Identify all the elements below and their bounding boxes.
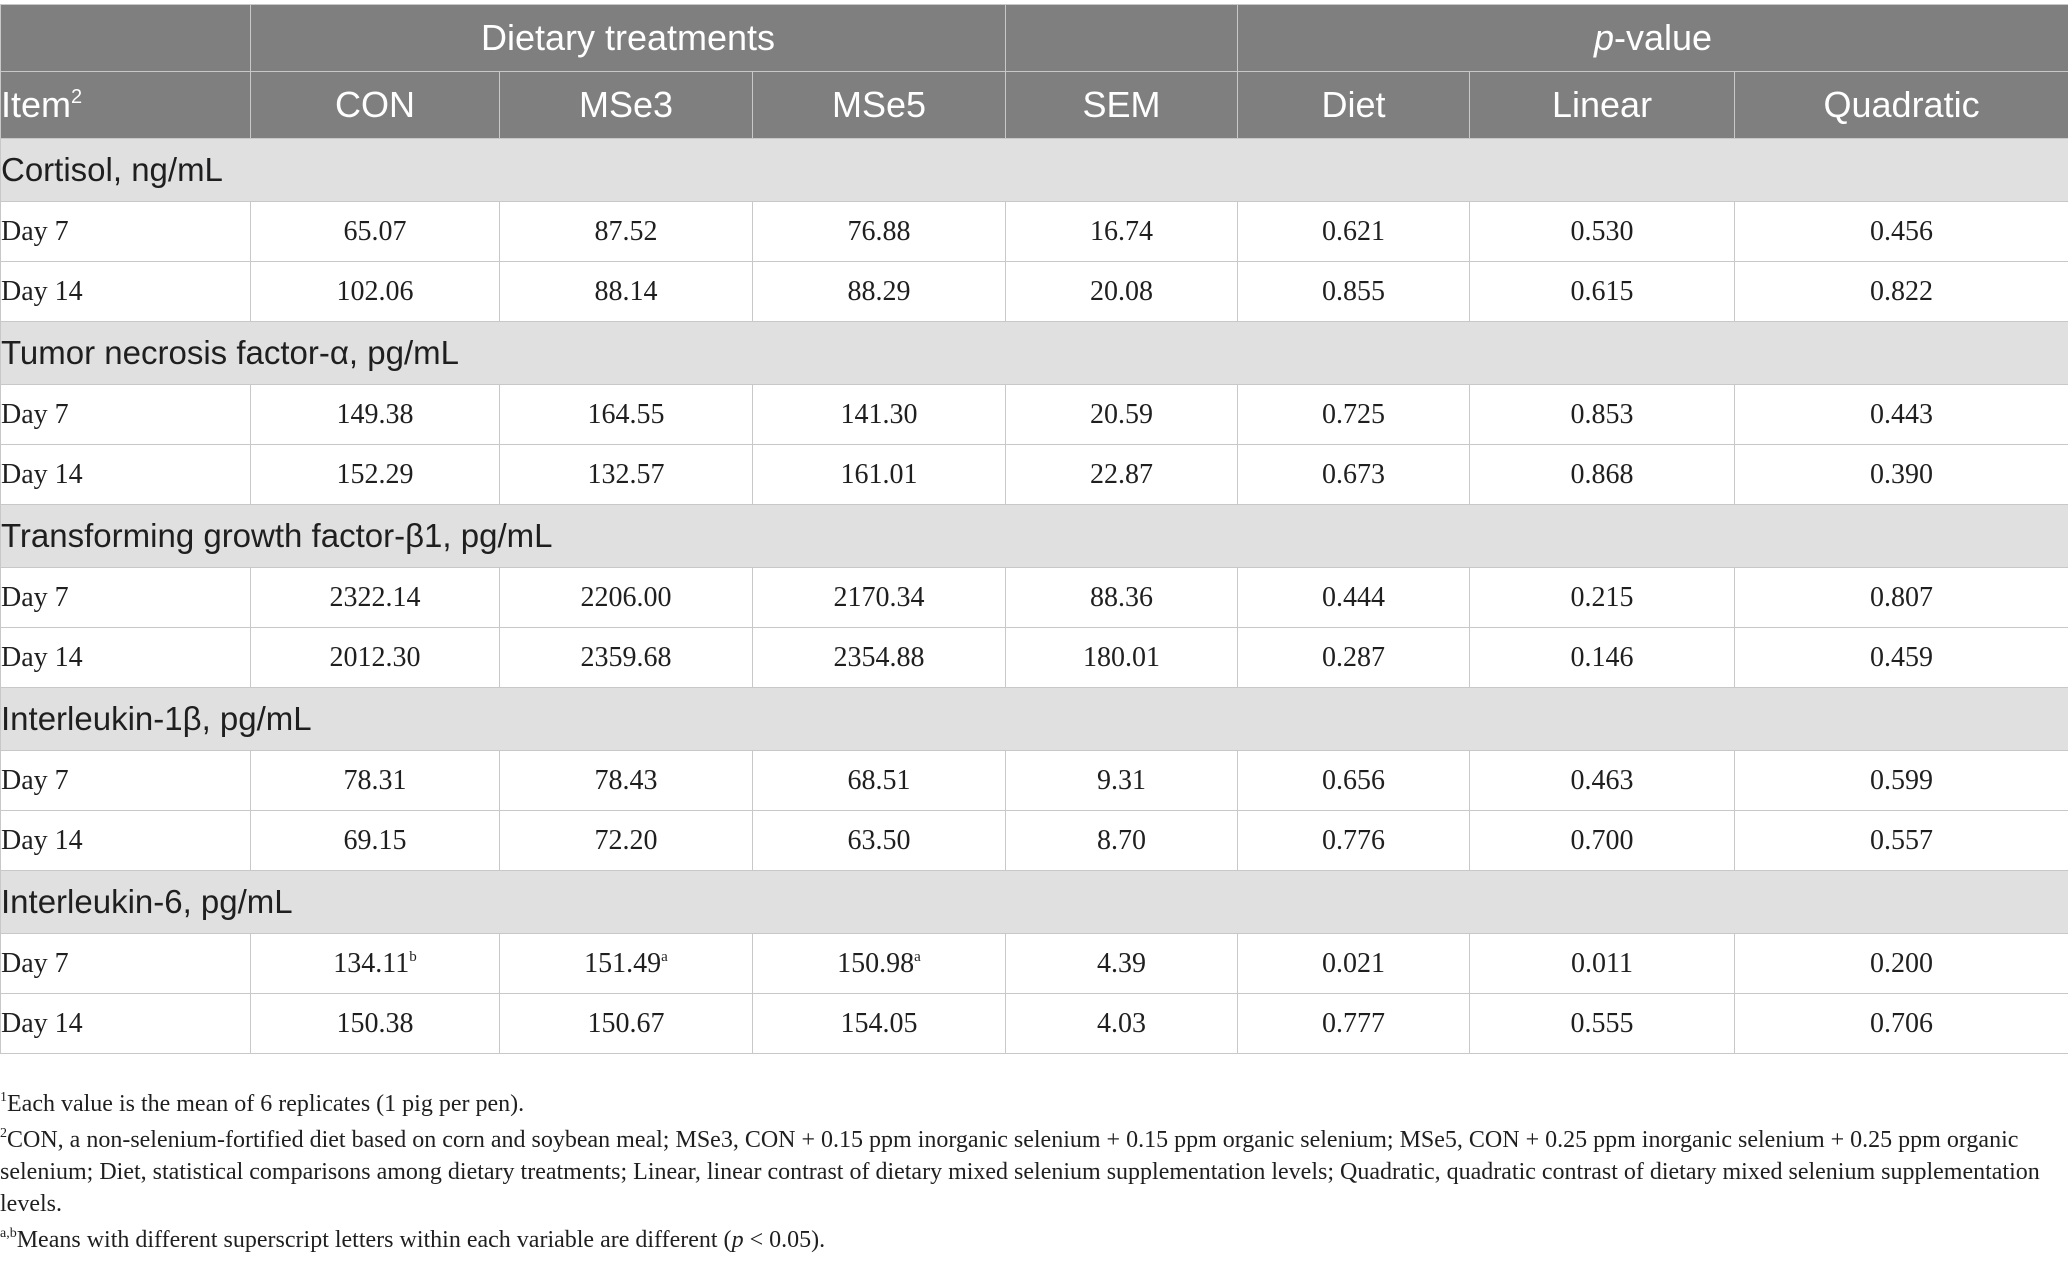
table-row — [1, 751, 2068, 811]
cell-linear: 0.146 — [1470, 628, 1735, 688]
section-title: Tumor necrosis factor-α, pg/mL — [1, 322, 2068, 385]
cell-diet: 0.444 — [1238, 568, 1470, 628]
cell-mse5-value: 150.98 — [837, 947, 915, 979]
cell-con — [251, 568, 500, 628]
cell-mse5 — [753, 445, 1006, 505]
cell-con — [251, 751, 500, 811]
section-row — [1, 139, 2068, 202]
header-con: CON — [251, 72, 500, 139]
cell-con — [251, 994, 500, 1054]
cell-linear: 0.011 — [1470, 934, 1735, 994]
cell-mse3 — [500, 934, 753, 994]
section-title: Interleukin-6, pg/mL — [1, 871, 2068, 934]
cell-con — [251, 385, 500, 445]
cell-sem: 4.03 — [1006, 994, 1238, 1054]
cell-mse5 — [753, 568, 1006, 628]
cell-sem: 20.59 — [1006, 385, 1238, 445]
footnote-2-sup: 2 — [0, 1126, 7, 1141]
cell-diet: 0.725 — [1238, 385, 1470, 445]
cell-diet: 0.776 — [1238, 811, 1470, 871]
cell-linear: 0.555 — [1470, 994, 1735, 1054]
cell-diet: 0.855 — [1238, 262, 1470, 322]
cell-con — [251, 628, 500, 688]
cell-linear: 0.615 — [1470, 262, 1735, 322]
cell-mse3 — [500, 262, 753, 322]
table-row — [1, 628, 2068, 688]
cell-diet: 0.673 — [1238, 445, 1470, 505]
header-linear: Linear — [1470, 72, 1735, 139]
cell-quadratic: 0.557 — [1735, 811, 2068, 871]
footnote-3-sup: a,b — [0, 1226, 17, 1241]
cell-mse5 — [753, 628, 1006, 688]
results-table — [0, 4, 2068, 1054]
row-label: Day 7 — [1, 202, 251, 262]
cell-diet: 0.621 — [1238, 202, 1470, 262]
row-label: Day 14 — [1, 628, 251, 688]
section-row — [1, 688, 2068, 751]
header-mse3: MSe3 — [500, 72, 753, 139]
header-quadratic: Quadratic — [1735, 72, 2068, 139]
footnote-3-text-italic: p — [731, 1227, 744, 1253]
cell-mse3 — [500, 445, 753, 505]
cell-mse3 — [500, 994, 753, 1054]
cell-sem: 8.70 — [1006, 811, 1238, 871]
cell-con — [251, 445, 500, 505]
cell-mse5-value: 76.88 — [847, 215, 911, 247]
footnote-3 — [0, 1224, 2060, 1256]
cell-mse5 — [753, 811, 1006, 871]
table-row — [1, 568, 2068, 628]
cell-diet: 0.021 — [1238, 934, 1470, 994]
cell-linear: 0.868 — [1470, 445, 1735, 505]
header-mse5: MSe5 — [753, 72, 1006, 139]
header-blank-cell — [1006, 5, 1238, 72]
cell-con-value: 152.29 — [336, 458, 414, 490]
cell-mse3 — [500, 751, 753, 811]
cell-con — [251, 202, 500, 262]
table-row — [1, 811, 2068, 871]
cell-mse5 — [753, 202, 1006, 262]
header-p-italic: p — [1594, 17, 1615, 58]
footnote-1 — [0, 1088, 2060, 1120]
cell-con — [251, 934, 500, 994]
cell-sem: 9.31 — [1006, 751, 1238, 811]
cell-mse5-value: 161.01 — [840, 458, 918, 490]
cell-mse3-superscript: a — [661, 948, 668, 965]
cell-con — [251, 811, 500, 871]
cell-mse5-superscript: a — [914, 948, 921, 965]
cell-linear: 0.700 — [1470, 811, 1735, 871]
cell-mse5-value: 68.51 — [847, 764, 911, 796]
cell-sem: 88.36 — [1006, 568, 1238, 628]
cell-linear: 0.215 — [1470, 568, 1735, 628]
footnote-2 — [0, 1124, 2060, 1220]
row-label: Day 14 — [1, 262, 251, 322]
table-row — [1, 934, 2068, 994]
cell-mse3-value: 2206.00 — [580, 581, 672, 613]
section-row — [1, 871, 2068, 934]
section-title: Cortisol, ng/mL — [1, 139, 2068, 202]
footnote-1-sup: 1 — [0, 1090, 7, 1105]
cell-diet: 0.777 — [1238, 994, 1470, 1054]
footnote-2-text: CON, a non-selenium-fortified diet based on corn and soybean meal; MSe3, CON + 0.15 ppm inorganic selenium + 0.15 ppm organic selenium; MSe5, CON + 0.25 ppm inorganic selenium + 0.25 ppm organic selenium; Diet, statistical comparisons among dietary treatments; Linear, linear contrast of dietary mixed selenium supplementation levels; Quadratic, quadratic contrast of dietary mixed selenium supplementation levels. — [0, 1127, 2040, 1217]
footnote-3-text-before: Means with different superscript letters within each variable are different ( — [16, 1227, 732, 1253]
row-label: Day 7 — [1, 934, 251, 994]
cell-diet: 0.287 — [1238, 628, 1470, 688]
cell-con-value: 149.38 — [336, 398, 414, 430]
row-label: Day 14 — [1, 445, 251, 505]
row-label: Day 7 — [1, 385, 251, 445]
header-group-row — [1, 5, 2068, 72]
cell-mse5 — [753, 934, 1006, 994]
cell-con-value: 134.11 — [333, 947, 410, 979]
cell-mse5 — [753, 385, 1006, 445]
footnote-1-text: Each value is the mean of 6 replicates (1 pig per pen). — [7, 1091, 525, 1117]
cell-quadratic: 0.390 — [1735, 445, 2068, 505]
cell-sem: 22.87 — [1006, 445, 1238, 505]
footnotes — [0, 1088, 2060, 1260]
table-row — [1, 202, 2068, 262]
cell-mse5-value: 2354.88 — [833, 641, 925, 673]
cell-sem: 20.08 — [1006, 262, 1238, 322]
cell-con-value: 65.07 — [343, 215, 407, 247]
cell-con-value: 2012.30 — [329, 641, 421, 673]
header-item-sup: 2 — [71, 86, 83, 108]
cell-quadratic: 0.822 — [1735, 262, 2068, 322]
cell-quadratic: 0.459 — [1735, 628, 2068, 688]
header-sem: SEM — [1006, 72, 1238, 139]
cell-sem: 16.74 — [1006, 202, 1238, 262]
row-label: Day 14 — [1, 811, 251, 871]
header-p-rest: -value — [1614, 17, 1713, 58]
row-label: Day 7 — [1, 751, 251, 811]
cell-mse3-value: 132.57 — [587, 458, 665, 490]
cell-mse5 — [753, 751, 1006, 811]
header-blank-cell — [1, 5, 251, 72]
footnote-3-text-after: < 0.05). — [743, 1227, 826, 1253]
section-row — [1, 322, 2068, 385]
cell-mse3 — [500, 568, 753, 628]
table-row — [1, 385, 2068, 445]
cell-mse3-value: 2359.68 — [580, 641, 672, 673]
cell-mse3-value: 150.67 — [587, 1007, 665, 1039]
cell-mse3-value: 151.49 — [584, 947, 662, 979]
cell-quadratic: 0.443 — [1735, 385, 2068, 445]
cell-mse3-value: 164.55 — [587, 398, 665, 430]
cell-mse3 — [500, 811, 753, 871]
header-dietary-treatments: Dietary treatments — [251, 5, 1006, 72]
table-row — [1, 994, 2068, 1054]
section-row — [1, 505, 2068, 568]
header-item-label: Item — [1, 84, 72, 125]
cell-con-superscript: b — [409, 948, 417, 965]
section-title: Transforming growth factor-β1, pg/mL — [1, 505, 2068, 568]
cell-con-value: 78.31 — [343, 764, 407, 796]
cell-mse3-value: 87.52 — [594, 215, 658, 247]
header-column-row — [1, 72, 2068, 139]
cell-mse5 — [753, 262, 1006, 322]
cell-quadratic: 0.706 — [1735, 994, 2068, 1054]
table-row — [1, 445, 2068, 505]
table-row — [1, 262, 2068, 322]
row-label: Day 7 — [1, 568, 251, 628]
cell-quadratic: 0.200 — [1735, 934, 2068, 994]
header-p-value — [1238, 5, 2068, 72]
cell-linear: 0.463 — [1470, 751, 1735, 811]
cell-mse5-value: 154.05 — [840, 1007, 918, 1039]
cell-mse3-value: 72.20 — [594, 824, 658, 856]
cell-mse3 — [500, 628, 753, 688]
cell-mse5-value: 2170.34 — [833, 581, 925, 613]
cell-con-value: 102.06 — [336, 275, 414, 307]
cell-con — [251, 262, 500, 322]
cell-sem: 180.01 — [1006, 628, 1238, 688]
cell-mse3-value: 88.14 — [594, 275, 658, 307]
cell-mse5-value: 63.50 — [847, 824, 911, 856]
cell-linear: 0.853 — [1470, 385, 1735, 445]
cell-con-value: 2322.14 — [329, 581, 421, 613]
cell-linear: 0.530 — [1470, 202, 1735, 262]
header-diet: Diet — [1238, 72, 1470, 139]
header-item — [1, 72, 251, 139]
row-label: Day 14 — [1, 994, 251, 1054]
cell-con-value: 150.38 — [336, 1007, 414, 1039]
cell-mse5 — [753, 994, 1006, 1054]
section-title: Interleukin-1β, pg/mL — [1, 688, 2068, 751]
cell-mse3-value: 78.43 — [594, 764, 658, 796]
cell-sem: 4.39 — [1006, 934, 1238, 994]
cell-mse5-value: 141.30 — [840, 398, 918, 430]
cell-mse5-value: 88.29 — [847, 275, 911, 307]
cell-mse3 — [500, 202, 753, 262]
cell-quadratic: 0.456 — [1735, 202, 2068, 262]
cell-diet: 0.656 — [1238, 751, 1470, 811]
cell-con-value: 69.15 — [343, 824, 407, 856]
cell-mse3 — [500, 385, 753, 445]
cell-quadratic: 0.807 — [1735, 568, 2068, 628]
cell-quadratic: 0.599 — [1735, 751, 2068, 811]
table-body — [1, 139, 2068, 1054]
